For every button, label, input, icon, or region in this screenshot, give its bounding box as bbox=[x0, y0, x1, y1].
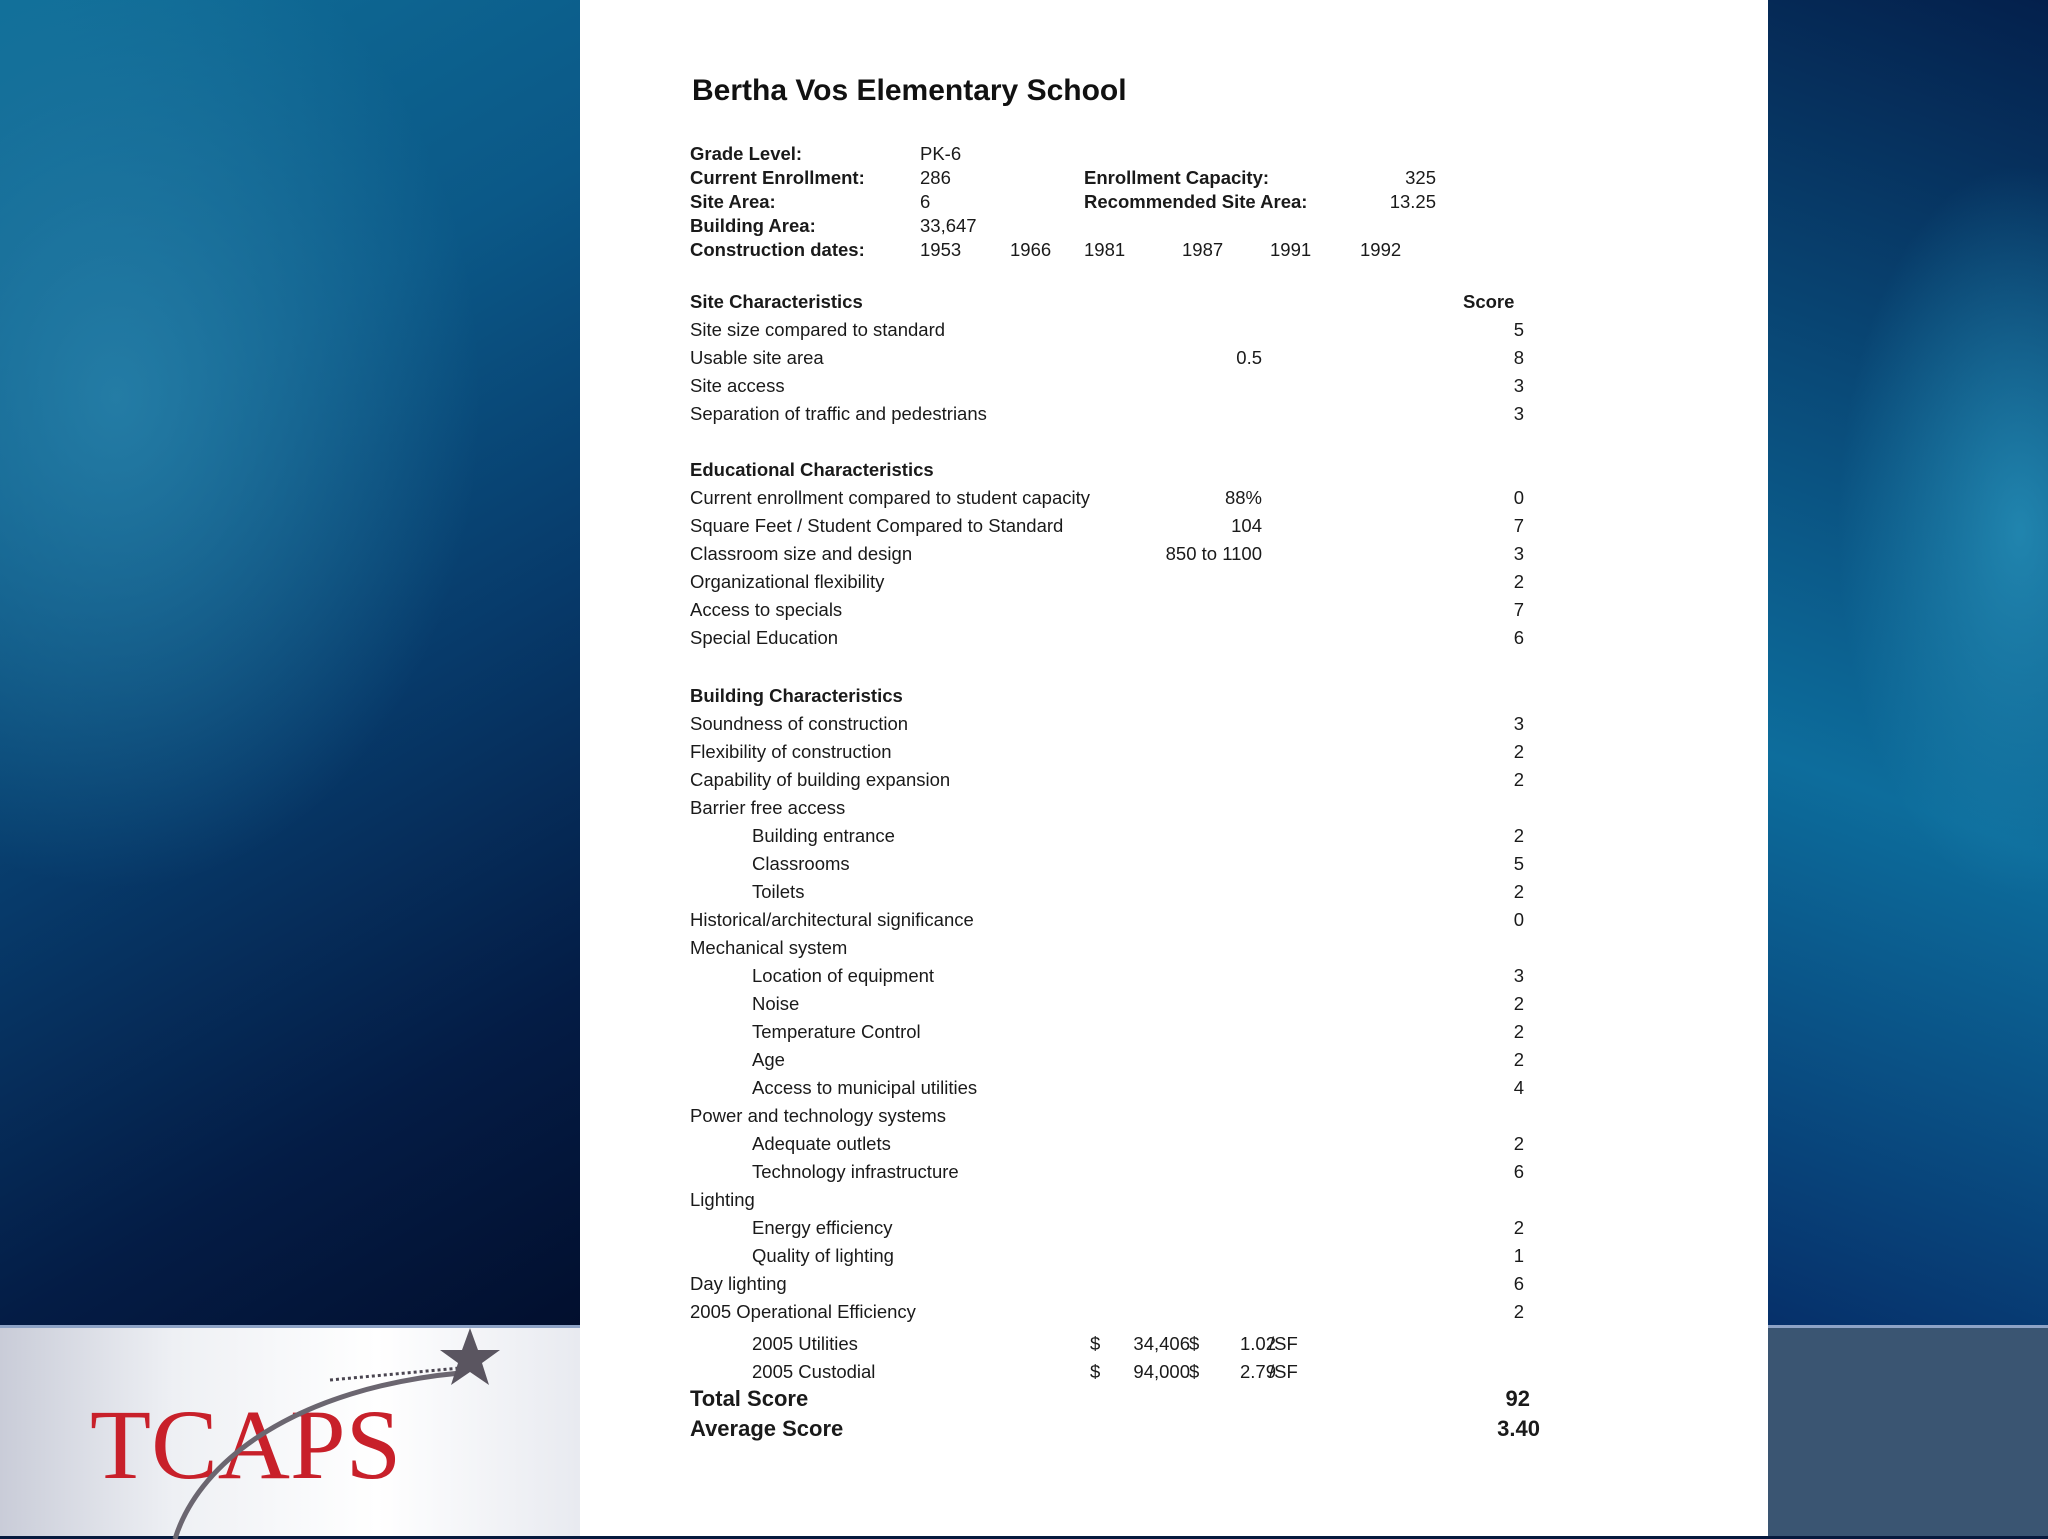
row-score: 3 bbox=[1513, 403, 1524, 424]
row-label: Age bbox=[752, 1049, 785, 1070]
grade-level-value: PK-6 bbox=[920, 143, 962, 164]
row-label: Building entrance bbox=[752, 825, 895, 846]
construction-date: 1981 bbox=[1084, 239, 1126, 260]
row-score: 5 bbox=[1513, 853, 1524, 874]
row-score: 2 bbox=[1513, 1049, 1524, 1070]
cost-amount: 94,000 bbox=[1133, 1361, 1190, 1382]
row-score: 2 bbox=[1513, 1133, 1524, 1154]
row-value: 850 to 1100 bbox=[1165, 543, 1262, 564]
row-label: Site access bbox=[690, 375, 785, 396]
construction-date: 1991 bbox=[1270, 239, 1312, 260]
page-title: Bertha Vos Elementary School bbox=[692, 74, 1127, 107]
row-label: Quality of lighting bbox=[752, 1245, 894, 1266]
row-label: Classroom size and design bbox=[690, 543, 913, 564]
row-score: 2 bbox=[1513, 1217, 1524, 1238]
building-area-value: 33,647 bbox=[920, 215, 977, 236]
row-score: 2 bbox=[1513, 1021, 1524, 1042]
row-label: Location of equipment bbox=[752, 965, 935, 986]
row-label: Usable site area bbox=[690, 347, 824, 368]
row-label: Noise bbox=[752, 993, 800, 1014]
row-label: Barrier free access bbox=[690, 797, 846, 818]
row-label: Temperature Control bbox=[752, 1021, 921, 1042]
row-label: Soundness of construction bbox=[690, 713, 909, 734]
row-label: Access to municipal utilities bbox=[752, 1077, 978, 1098]
row-label: Capability of building expansion bbox=[690, 769, 951, 790]
site-area-label: Site Area: bbox=[690, 191, 776, 212]
construction-dates-label: Construction dates: bbox=[690, 239, 865, 260]
current-enrollment-label: Current Enrollment: bbox=[690, 167, 865, 188]
row-score: 2 bbox=[1513, 1301, 1524, 1322]
row-label: Site size compared to standard bbox=[690, 319, 946, 340]
row-label: Power and technology systems bbox=[690, 1105, 947, 1126]
bottom-right-panel bbox=[1768, 1325, 2048, 1536]
row-score: 3 bbox=[1513, 543, 1524, 564]
document-page bbox=[580, 0, 1768, 1536]
cost-currency: $ bbox=[1189, 1361, 1200, 1382]
construction-date: 1987 bbox=[1182, 239, 1224, 260]
row-score: 2 bbox=[1513, 881, 1524, 902]
construction-date: 1966 bbox=[1010, 239, 1052, 260]
row-score: 6 bbox=[1513, 1273, 1524, 1294]
row-score: 1 bbox=[1513, 1245, 1524, 1266]
cost-currency: $ bbox=[1189, 1333, 1200, 1354]
logo-area bbox=[0, 1325, 580, 1536]
row-value: 88% bbox=[1224, 487, 1262, 508]
cost-unit: /SF bbox=[1269, 1333, 1298, 1354]
row-value: 104 bbox=[1231, 515, 1262, 536]
cost-currency: $ bbox=[1090, 1333, 1101, 1354]
row-label: Current enrollment compared to student capacity bbox=[690, 487, 1091, 508]
row-score: 7 bbox=[1513, 515, 1524, 536]
row-label: Mechanical system bbox=[690, 937, 848, 958]
row-label: Classrooms bbox=[752, 853, 850, 874]
row-score: 6 bbox=[1513, 1161, 1524, 1182]
row-score: 6 bbox=[1513, 627, 1524, 648]
average-score-value: 3.40 bbox=[1497, 1416, 1540, 1441]
total-score-label: Total Score bbox=[690, 1386, 809, 1411]
row-label: Access to specials bbox=[690, 599, 843, 620]
row-label: Technology infrastructure bbox=[752, 1161, 959, 1182]
row-label: Adequate outlets bbox=[752, 1133, 891, 1154]
row-score: 0 bbox=[1513, 909, 1524, 930]
row-score: 2 bbox=[1513, 825, 1524, 846]
row-score: 4 bbox=[1513, 1077, 1524, 1098]
educational-characteristics-heading: Educational Characteristics bbox=[690, 459, 934, 480]
row-label: Lighting bbox=[690, 1189, 755, 1210]
current-enrollment-value: 286 bbox=[920, 167, 951, 188]
construction-date: 1953 bbox=[920, 239, 962, 260]
logo-text: TCAPS bbox=[90, 1389, 402, 1500]
row-score: 2 bbox=[1513, 769, 1524, 790]
row-value: 0.5 bbox=[1236, 347, 1262, 368]
cost-currency: $ bbox=[1090, 1361, 1101, 1382]
row-score: 8 bbox=[1513, 347, 1524, 368]
tcaps-logo bbox=[0, 1328, 580, 1539]
site-area-value: 6 bbox=[920, 191, 931, 212]
row-label: Organizational flexibility bbox=[690, 571, 885, 592]
cost-amount: 34,406 bbox=[1133, 1333, 1190, 1354]
building-area-label: Building Area: bbox=[690, 215, 816, 236]
row-label: Separation of traffic and pedestrians bbox=[690, 403, 987, 424]
enrollment-capacity-value: 325 bbox=[1405, 167, 1436, 188]
row-label: Energy efficiency bbox=[752, 1217, 893, 1238]
row-score: 2 bbox=[1513, 571, 1524, 592]
average-score-label: Average Score bbox=[690, 1416, 844, 1441]
right-background-panel bbox=[1768, 0, 2048, 1325]
row-label: Square Feet / Student Compared to Standard bbox=[690, 515, 1064, 536]
row-label: Day lighting bbox=[690, 1273, 787, 1294]
grade-level-label: Grade Level: bbox=[690, 143, 803, 164]
construction-date: 1992 bbox=[1360, 239, 1402, 260]
left-background-panel bbox=[0, 0, 580, 1325]
building-characteristics-heading: Building Characteristics bbox=[690, 685, 903, 706]
recommended-site-area-value: 13.25 bbox=[1389, 191, 1436, 212]
row-score: 2 bbox=[1513, 741, 1524, 762]
cost-label: 2005 Utilities bbox=[752, 1333, 858, 1354]
cost-unit: /SF bbox=[1269, 1361, 1298, 1382]
row-label: Toilets bbox=[752, 881, 805, 902]
row-score: 5 bbox=[1513, 319, 1524, 340]
recommended-site-area-label: Recommended Site Area: bbox=[1084, 191, 1308, 212]
site-characteristics-heading: Site Characteristics bbox=[690, 291, 863, 312]
row-label: Special Education bbox=[690, 627, 839, 648]
row-score: 7 bbox=[1513, 599, 1524, 620]
total-score-value: 92 bbox=[1505, 1386, 1530, 1411]
row-score: 0 bbox=[1513, 487, 1524, 508]
score-heading: Score bbox=[1463, 291, 1515, 312]
row-score: 3 bbox=[1513, 713, 1524, 734]
row-label: Flexibility of construction bbox=[690, 741, 892, 762]
enrollment-capacity-label: Enrollment Capacity: bbox=[1084, 167, 1270, 188]
cost-per-sf: 2.79 bbox=[1239, 1361, 1276, 1382]
row-score: 3 bbox=[1513, 965, 1524, 986]
row-label: Historical/architectural significance bbox=[690, 909, 974, 930]
cost-per-sf: 1.02 bbox=[1239, 1333, 1276, 1354]
row-score: 2 bbox=[1513, 993, 1524, 1014]
cost-label: 2005 Custodial bbox=[752, 1361, 876, 1382]
row-label: 2005 Operational Efficiency bbox=[690, 1301, 916, 1322]
row-score: 3 bbox=[1513, 375, 1524, 396]
